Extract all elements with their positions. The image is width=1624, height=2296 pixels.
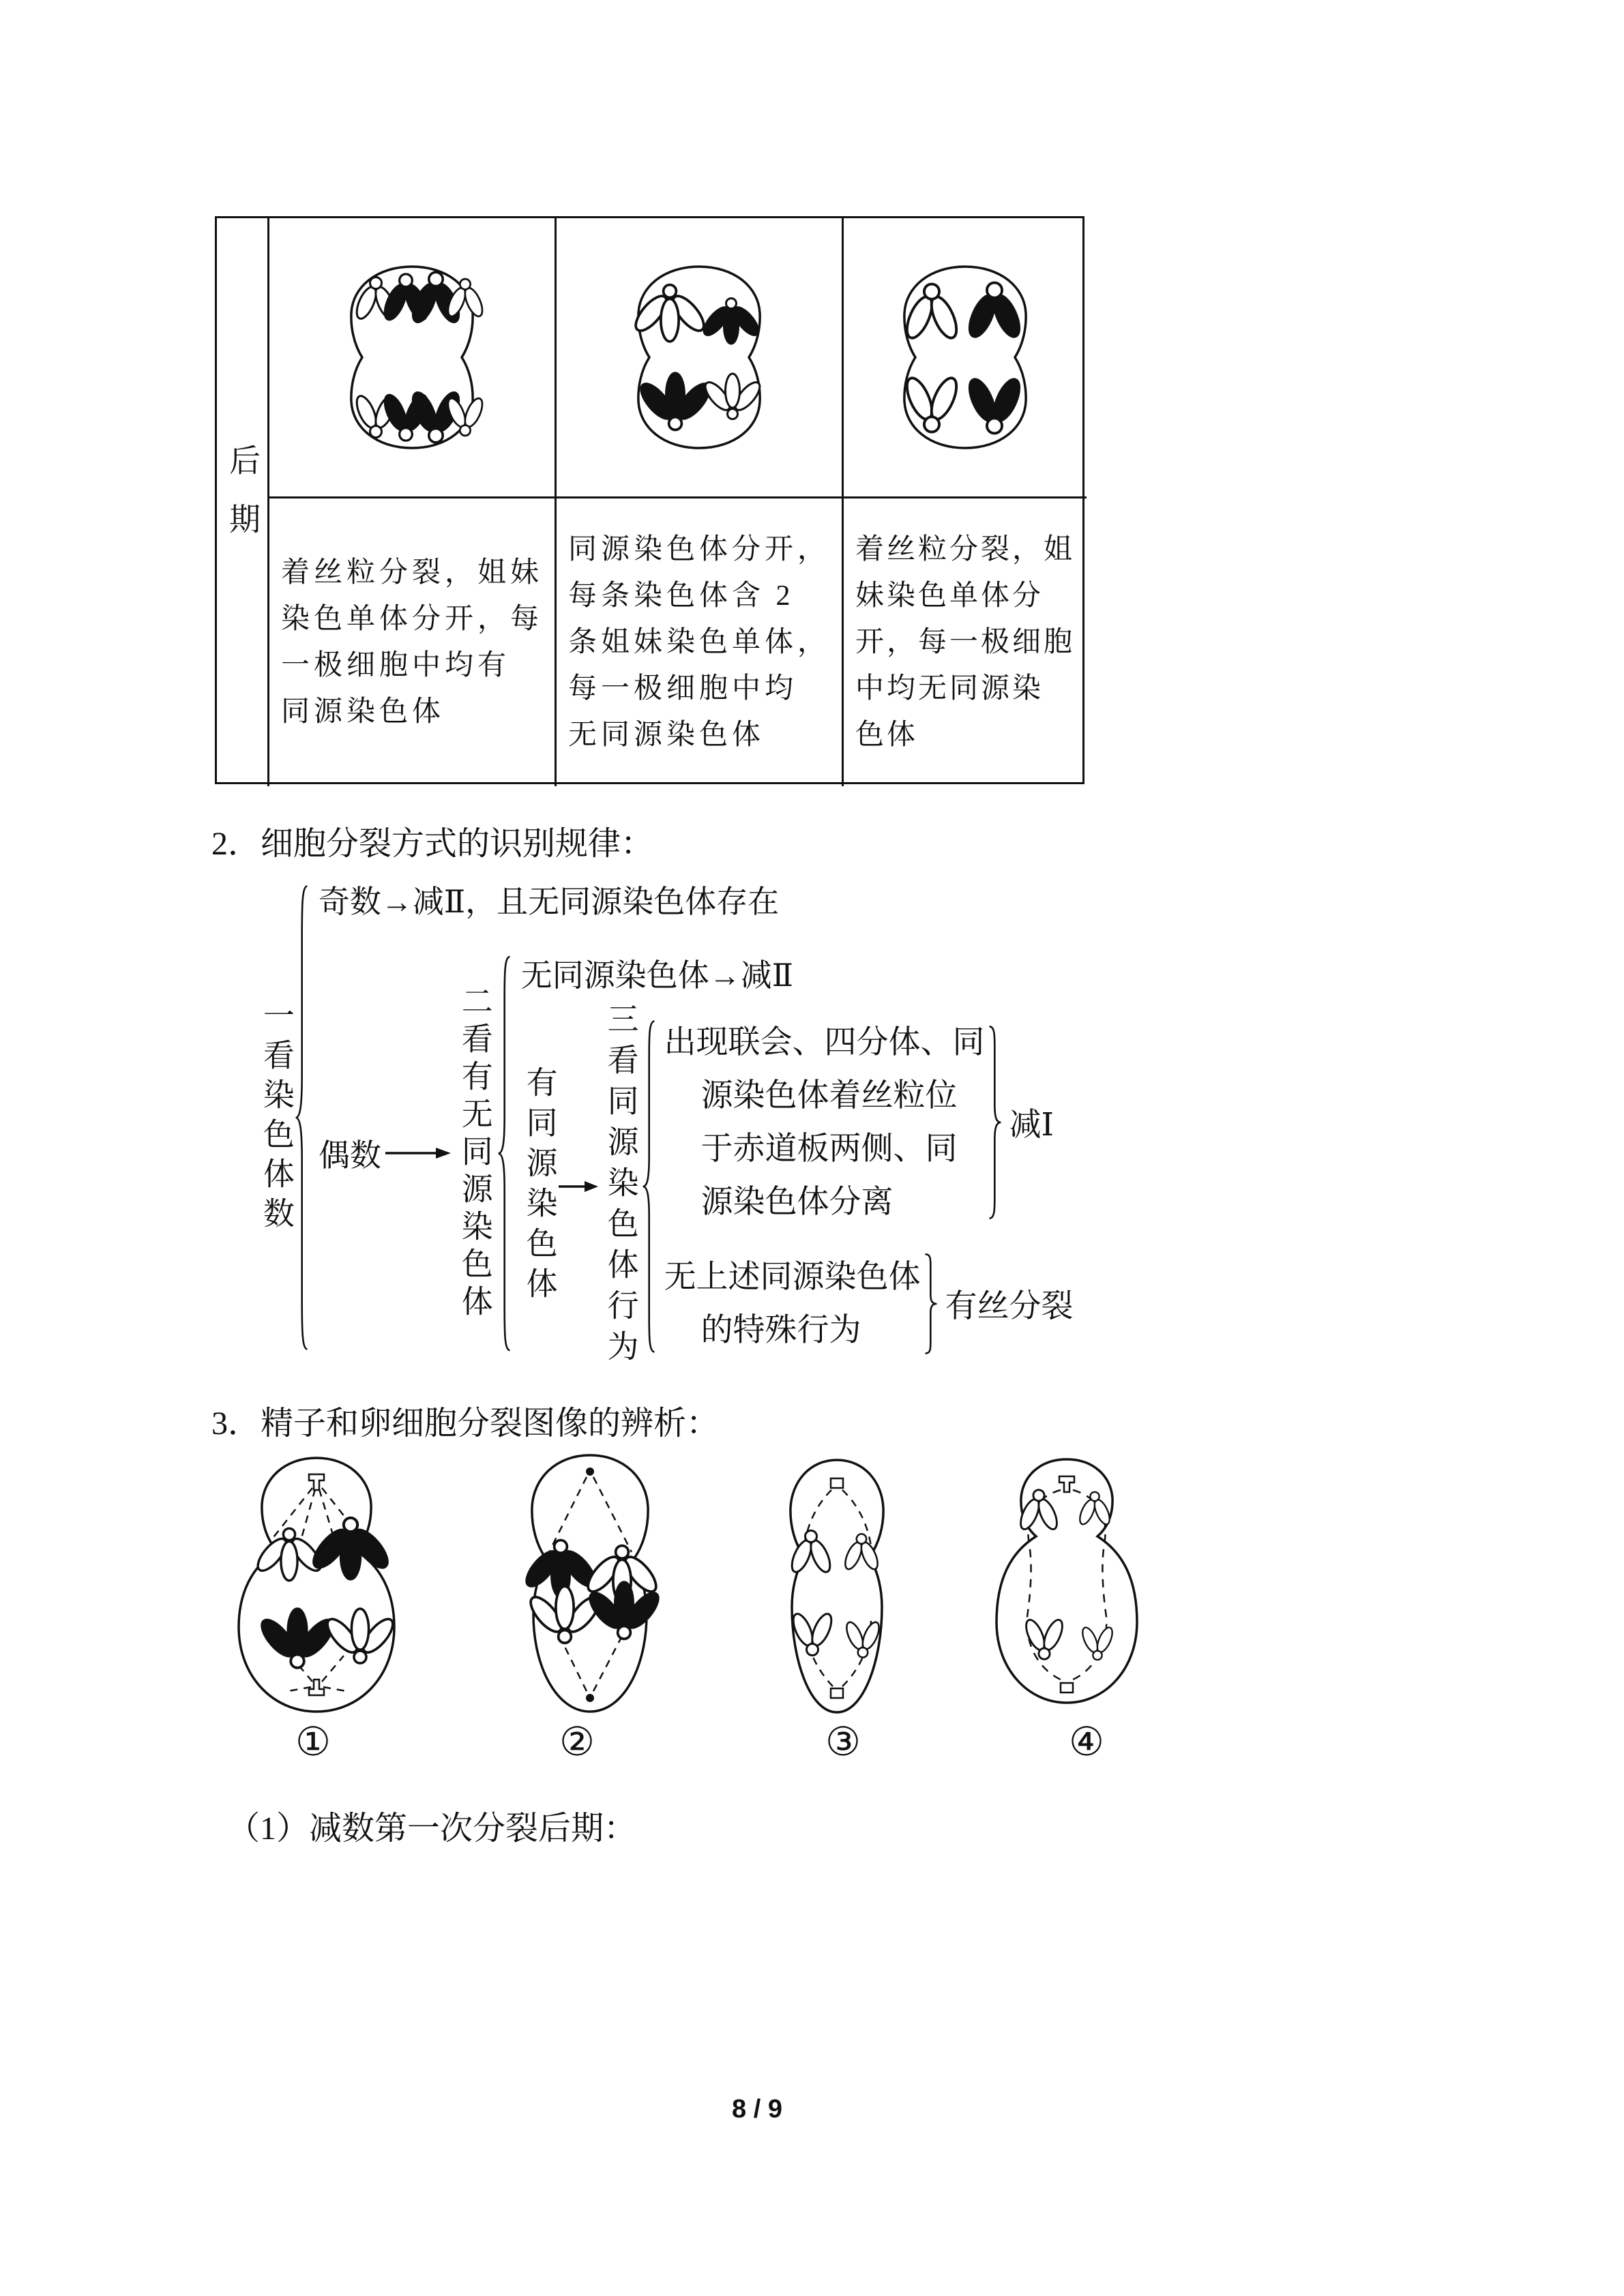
table-image-cell-2 xyxy=(557,218,844,498)
phase-description: 着丝粒分裂，姐 妹染色单体分 开，每一极细胞 中均无同源染 色体 xyxy=(855,534,1075,751)
case1-result: 减Ⅰ xyxy=(1009,1107,1054,1143)
page-number: 8 / 9 xyxy=(732,2095,782,2123)
has-homolog-label: 有同源染色体 xyxy=(522,1065,557,1307)
figure-label-1: ① xyxy=(295,1720,331,1764)
spindle-pole-icon xyxy=(586,1467,594,1476)
mitosis-anaphase-diagram xyxy=(334,263,490,452)
level1-label: 一看染色体数 xyxy=(259,998,294,1236)
level2-label: 二看有无同源染色体 xyxy=(457,984,492,1322)
brace-left-icon xyxy=(641,1016,659,1357)
arrow-right-icon xyxy=(557,1179,600,1194)
table-desc-cell-3 xyxy=(844,498,1087,786)
arrow-right-icon xyxy=(384,1146,452,1161)
section-2-heading: 2．细胞分裂方式的识别规律： xyxy=(211,826,654,862)
phase-table xyxy=(215,216,1084,784)
spindle-pole-icon xyxy=(586,1694,594,1702)
spindle-pole-icon xyxy=(831,1688,843,1698)
figure-label-3: ③ xyxy=(825,1720,861,1764)
brace-left-icon xyxy=(294,879,312,1356)
branch-even-label: 偶数 xyxy=(318,1138,381,1173)
phase-description: 同源染色体分开， 每条染色体含 2 条姐妹染色单体， 每一极细胞中均 无同源染色体 xyxy=(567,534,830,751)
level3-label: 三看同源染色体行为 xyxy=(603,1002,638,1371)
table-desc-cell-2 xyxy=(557,498,844,786)
table-desc-cell-1 xyxy=(269,498,557,786)
case1-text: 出现联会、四分体、同 源染色体着丝粒位 于赤道板两侧、同 源染色体分离 xyxy=(664,1024,985,1220)
figure-label-4: ④ xyxy=(1069,1720,1104,1764)
case2-text: 无上述同源染色体 的特殊行为 xyxy=(664,1259,921,1348)
phase-description: 着丝粒分裂，姐妹 染色单体分开，每 一极细胞中均有 同源染色体 xyxy=(280,557,543,728)
meiosis2-anaphase-diagram xyxy=(887,263,1044,452)
cell-outline xyxy=(996,1459,1137,1703)
brace-left-icon xyxy=(497,951,514,1356)
brace-right-icon xyxy=(985,1024,1003,1221)
table-image-cell-1 xyxy=(269,218,557,498)
figure-label-2: ② xyxy=(559,1720,595,1764)
spindle-pole-icon xyxy=(831,1478,843,1488)
cell-outline xyxy=(791,1460,883,1712)
cell-outline xyxy=(904,267,1026,448)
classification-bracket-diagram xyxy=(258,877,1074,1371)
case2-result: 有丝分裂 xyxy=(945,1289,1074,1324)
branch-no-homolog-text: 无同源染色体→减Ⅱ xyxy=(520,957,794,993)
section-3-heading: 3．精子和卵细胞分裂图像的辨析： xyxy=(211,1405,720,1442)
row-header-label: 后期 xyxy=(225,443,260,561)
secondary-cell-division-diagram-3 xyxy=(767,1455,907,1718)
secondary-oocyte-division-diagram-4 xyxy=(987,1453,1146,1709)
spermatocyte-division-diagram-2 xyxy=(498,1450,682,1717)
oocyte-division-diagram-1 xyxy=(231,1451,402,1717)
cell-outline xyxy=(239,1458,394,1712)
table-image-cell-3 xyxy=(844,218,1087,498)
branch-odd-text: 奇数→减Ⅱ，且无同源染色体存在 xyxy=(318,884,780,919)
cell-outline xyxy=(638,267,760,448)
spindle-pole-icon xyxy=(1061,1683,1073,1693)
brace-right-icon xyxy=(921,1253,939,1355)
meiosis1-anaphase-diagram xyxy=(621,263,778,452)
subsection-1-text: （1）减数第一次分裂后期： xyxy=(227,1810,637,1847)
table-row-header-cell xyxy=(217,218,269,786)
